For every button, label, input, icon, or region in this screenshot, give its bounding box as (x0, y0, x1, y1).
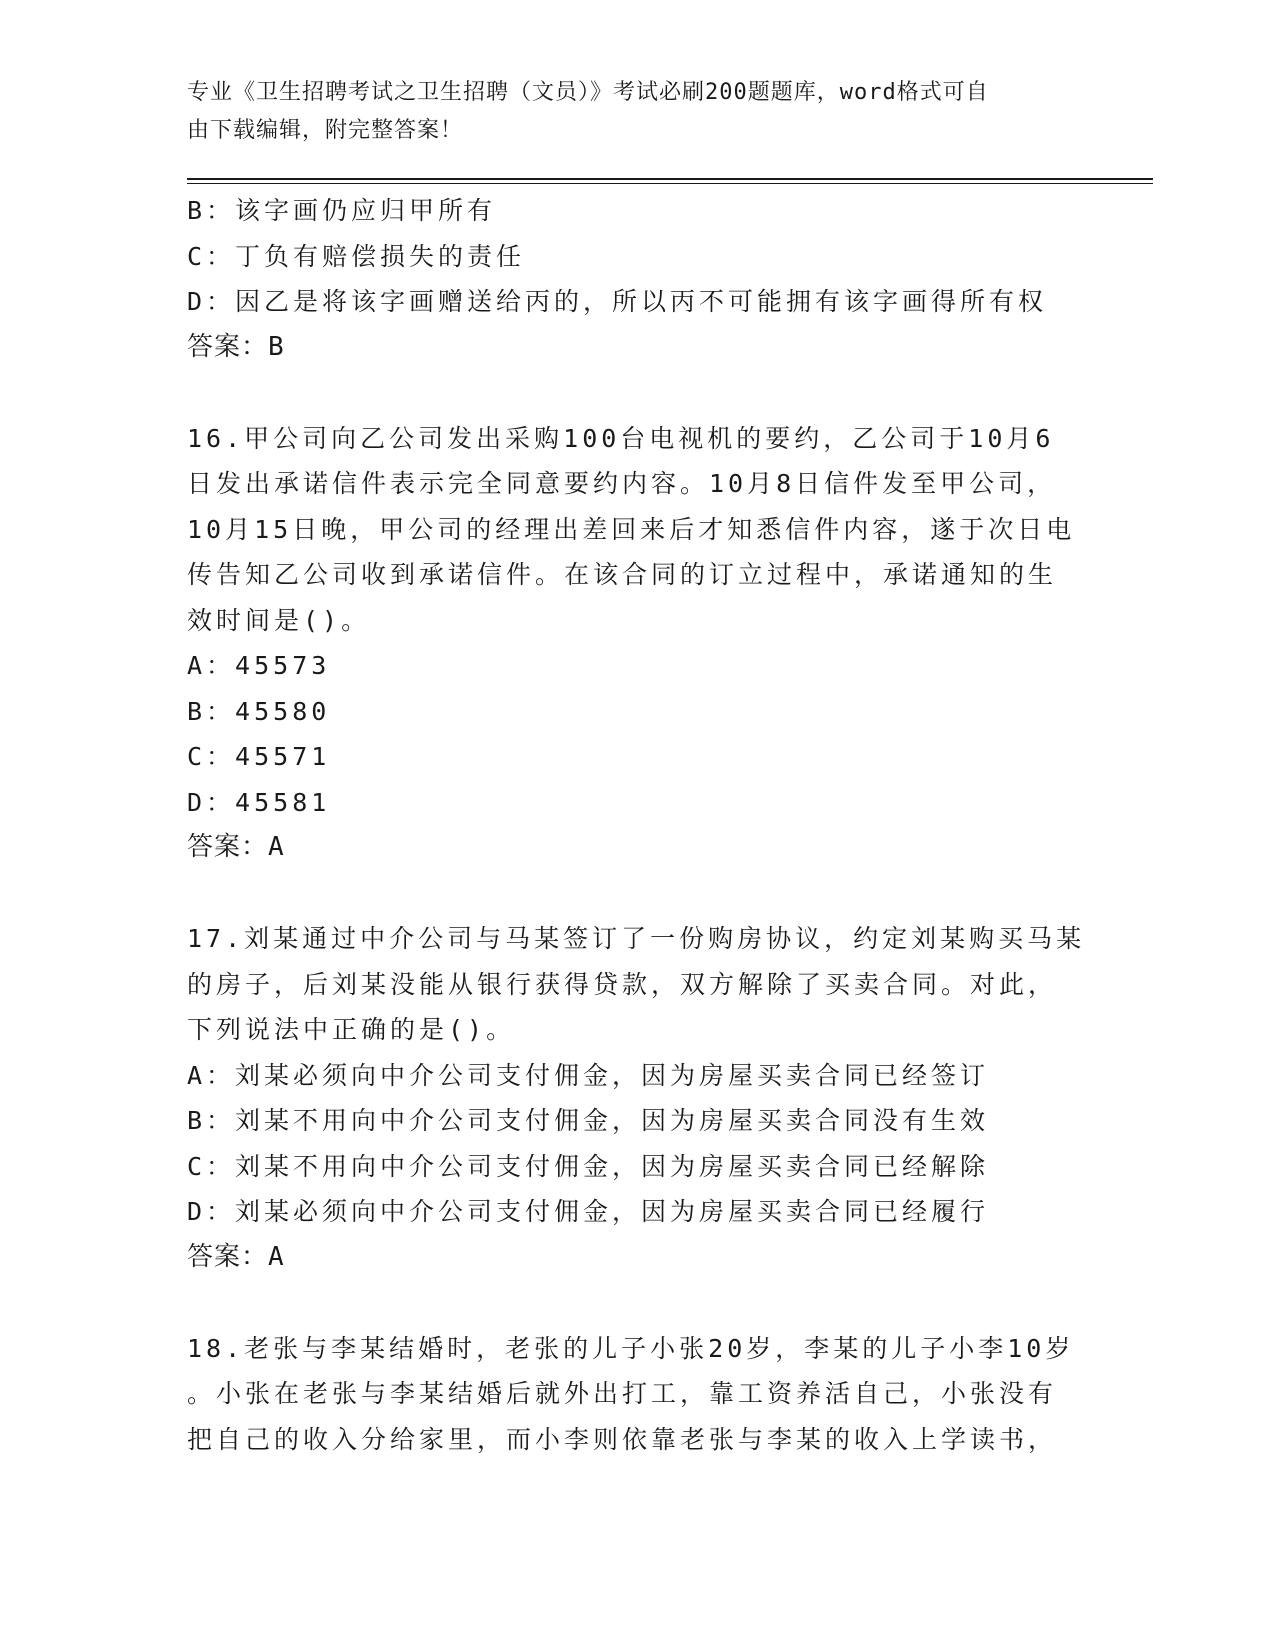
answer-line: 答案：A (187, 1241, 285, 1272)
question-stem-line: 下列说法中正确的是()。 (187, 1015, 516, 1044)
header-line-2: 由下载编辑，附完整答案！ (187, 118, 464, 143)
option-c: C：刘某不用向中介公司支付佣金，因为房屋买卖合同已经解除 (187, 1151, 990, 1181)
question-stem-line: 把自己的收入分给家里，而小李则依靠老张与李某的收入上学读书， (187, 1424, 1058, 1454)
option-a: A：刘某必须向中介公司支付佣金，因为房屋买卖合同已经签订 (187, 1060, 990, 1090)
option-c: C：45571 (187, 742, 331, 771)
answer-line: 答案：A (187, 832, 285, 862)
option-a: A：45573 (187, 651, 331, 680)
question-gap (187, 871, 1087, 917)
question-15-remainder (187, 188, 1087, 370)
header-line-1: 专业《卫生招聘考试之卫生招聘（文员）》考试必刷200题题库，word格式可自 (187, 80, 989, 105)
option-d: D：刘某必须向中介公司支付佣金，因为房屋买卖合同已经履行 (187, 1197, 990, 1226)
question-stem-line: 日发出承诺信件表示完全同意要约内容。10月8日信件发至甲公司， (187, 469, 1057, 498)
option-b: B：45580 (187, 696, 331, 726)
option-b: B：该字画仍应归甲所有 (187, 196, 497, 225)
question-stem-line: 17.刘某通过中介公司与马某签订了一份购房协议，约定刘某购买马某 (187, 924, 1086, 953)
question-18 (187, 1326, 1087, 1463)
question-stem-line: 传告知乙公司收到承诺信件。在该合同的订立过程中，承诺通知的生 (187, 560, 1058, 589)
document-body (187, 188, 1087, 1462)
page-header (187, 74, 1087, 150)
question-stem-line: 18.老张与李某结婚时，老张的儿子小张20岁，李某的儿子小李10岁 (187, 1333, 1075, 1363)
question-stem-line: 效时间是()。 (187, 605, 371, 635)
question-stem-line: 10月15日晚，甲公司的经理出差回来后才知悉信件内容，遂于次日电 (187, 514, 1076, 544)
option-c: C：丁负有赔偿损失的责任 (187, 241, 526, 271)
question-stem-line: 的房子，后刘某没能从银行获得贷款，双方解除了买卖合同。对此， (187, 969, 1058, 999)
question-gap (187, 370, 1087, 416)
option-d: D：因乙是将该字画赠送给丙的，所以丙不可能拥有该字画得所有权 (187, 287, 1048, 316)
question-gap (187, 1280, 1087, 1326)
option-b: B：刘某不用向中介公司支付佣金，因为房屋买卖合同没有生效 (187, 1106, 990, 1135)
question-16 (187, 416, 1087, 871)
question-17 (187, 916, 1087, 1280)
header-divider (187, 178, 1153, 184)
question-stem-line: 。小张在老张与李某结婚后就外出打工，靠工资养活自己，小张没有 (187, 1379, 1058, 1408)
option-d: D：45581 (187, 787, 331, 817)
question-stem-line: 16.甲公司向乙公司发出采购100台电视机的要约，乙公司于10月6 (187, 423, 1055, 453)
answer-line: 答案：B (187, 331, 285, 362)
